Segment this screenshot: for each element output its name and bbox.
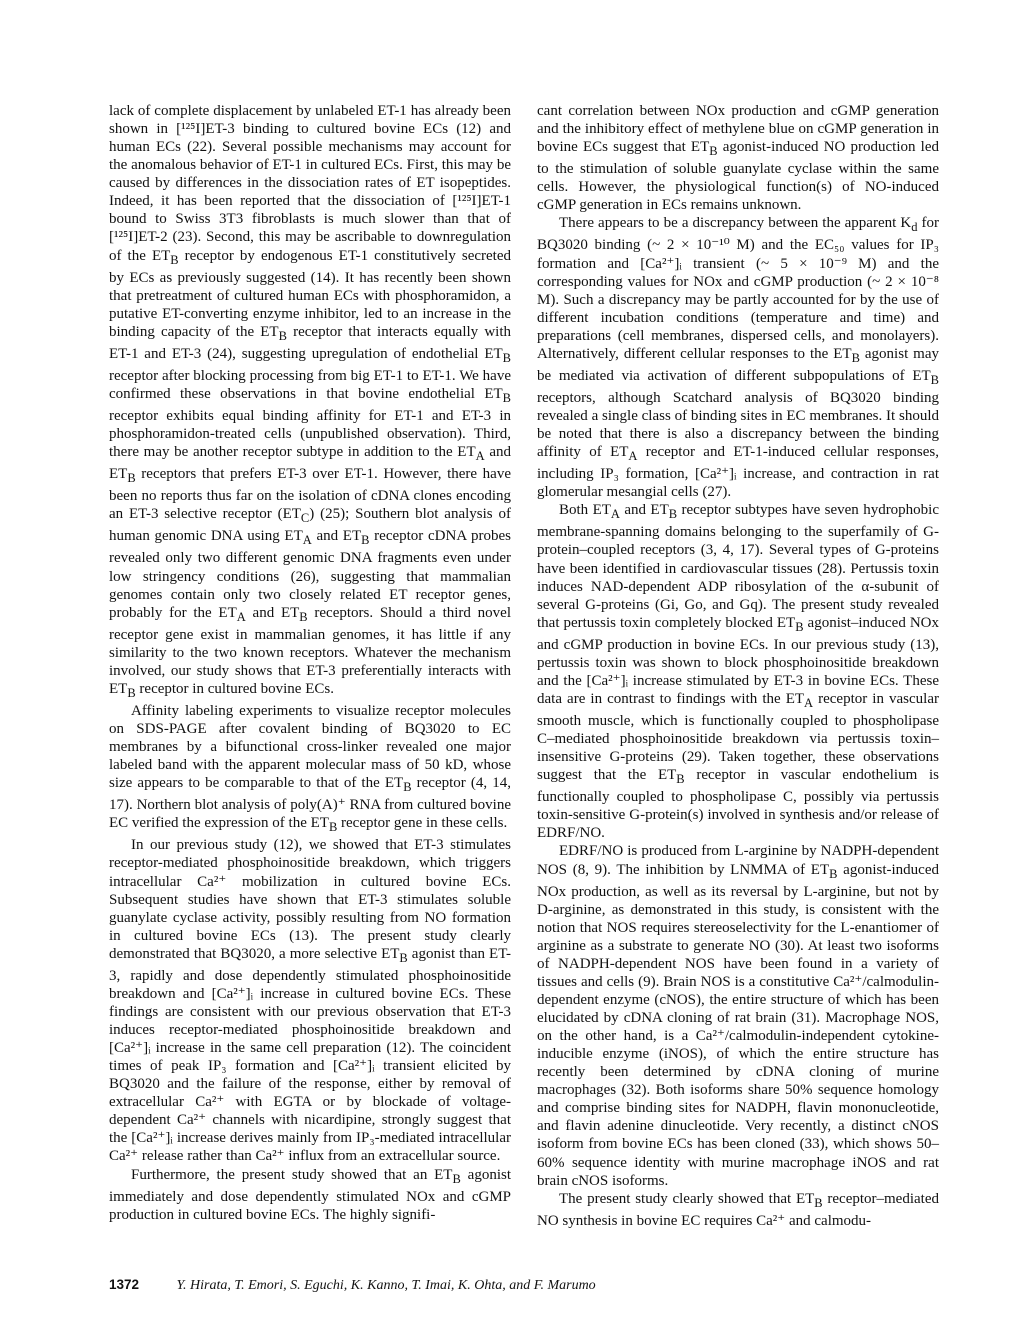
subscript: A (804, 695, 814, 710)
subscript: A (475, 449, 485, 464)
subscript: B (403, 780, 412, 795)
left-column (109, 102, 511, 1224)
subscript: C (300, 511, 310, 526)
page-footer (109, 1276, 949, 1295)
paragraph: The present study clearly showed that $ET_B$ receptor–mediated NO synthesis in bovine EC requires Ca²⁺ and calmodu- (537, 1190, 939, 1229)
subscript: B (814, 1195, 823, 1210)
subscript: B (452, 1171, 461, 1186)
subscript: B (127, 471, 136, 486)
subscript: B (278, 328, 287, 343)
subscript: A (628, 449, 638, 464)
subscript: B (930, 372, 939, 387)
running-authors: Y. Hirata, T. Emori, S. Eguchi, K. Kanno, T. Imai, K. Ohta, and F. Marumo (176, 1278, 596, 1293)
page-number: 1372 (109, 1277, 140, 1292)
subscript: B (170, 252, 179, 267)
subscript: B (502, 350, 511, 365)
subscript: A (236, 609, 246, 624)
subscript: B (676, 772, 685, 787)
subscript: B (709, 144, 718, 159)
subscript: B (399, 950, 408, 965)
subscript: B (361, 533, 370, 548)
subscript: A (610, 507, 620, 522)
subscript: B (127, 685, 136, 700)
paragraph: In our previous study (12), we showed that ET-3 stimulates receptor-mediated phosphoinositide breakdown, which triggers intracellular Ca²⁺ mobilization in cultured bovine ECs. Subsequent studies have shown that ET-3 stimulates soluble guanylate cyclase activity, possibly resulting from NO formation in cultured bovine ECs (13). The present study clearly demonstrated that BQ3020, a more selective $ET_B$ agonist than ET-3, rapidly and dose dependently stimulated phosphoinositide breakdown and [Ca²⁺]ᵢ increase in cultured bovine ECs. These findings are consistent with our previous observation that ET-3 induces receptor-mediated phosphoinositide breakdown and [Ca²⁺]ᵢ increase in the same cell preparation (12). The coincident times of peak IP₃ formation and [Ca²⁺]ᵢ transient elicited by BQ3020 and the failure of the response, either by removal of extracellular Ca²⁺ with EGTA or by blockade of voltage-dependent Ca²⁺ channels with nicardipine, strongly suggest that the [Ca²⁺]ᵢ increase derives mainly from IP₃-mediated intracellular Ca²⁺ release rather than Ca²⁺ influx from an extracellular source. (109, 837, 511, 1165)
subscript: B (795, 619, 804, 634)
subscript: B (502, 390, 511, 405)
subscript: B (328, 820, 338, 835)
subscript: B (851, 350, 860, 365)
subscript: A (302, 533, 312, 548)
paragraph: There appears to be a discrepancy between the apparent $K_d$ for BQ3020 binding (~ 2 × 10⁻¹⁰ M) and the EC₅₀ values for IP₃ formation and [Ca²⁺]ᵢ transient (~ 5 × 10⁻⁹ M) and the corresponding values for NOx and cGMP production (~ 2 × 10⁻⁸ M). Such a discrepancy may be partly accounted for by the use of different incubation conditions (temperature and time) and preparations (cell membranes, dispersed cells, and monolayers). Alternatively, different cellular responses to the $ET_B$ agonist may be mediated via activation of different subpopulations of $ET_B$ receptors, although Scatchard analysis of BQ3020 binding revealed a single class of binding sites in EC membranes. It should be noted that there is also a discrepancy between the binding affinity of $ET_A$ receptor and ET-1-induced cellular responses, including IP₃ formation, [Ca²⁺]ᵢ increase, and contraction in rat glomerular mesangial cells (27). (537, 215, 940, 501)
subscript: d (911, 220, 918, 235)
subscript: B (668, 507, 678, 522)
paragraph: Affinity labeling experiments to visualize receptor molecules on SDS-PAGE after covalent binding of BQ3020 to EC membranes by a bifunctional cross-linker revealed one major labeled band with the apparent molecular mass of 50 kD, whose size appears to be comparable to that of the $ET_B$ receptor (4, 14, 17). Northern blot analysis of poly(A)⁺ RNA from cultured bovine EC verified the expression of the $ET_B$ receptor gene in these cells. (109, 702, 511, 835)
paragraph: cant correlation between NOx production and cGMP generation and the inhibitory effect of methylene blue on cGMP generation in bovine ECs suggest that $ET_B$ agonist-induced NO production led to the stimulation of soluble guanylate cyclase within the same cells. However, the physiological function(s) of NO-induced cGMP generation in ECs remains unknown. (537, 103, 939, 214)
paragraph: Furthermore, the present study showed that an $ET_B$ agonist immediately and dose dependently stimulated NOx and cGMP production in cultured bovine ECs. The highly signifi- (109, 1166, 511, 1223)
paragraph: lack of complete displacement by unlabeled ET-1 has already been shown in [¹²⁵I]ET-3 binding to cultured bovine ECs (12) and human ECs (22). Several possible mechanisms may account for the anomalous behavior of ET-1 in cultured ECs. First, this may be caused by differences in the dissociation rates of ET isopeptides. Indeed, it has been reported that the dissociation of [¹²⁵I]ET-1 bound to Swiss 3T3 fibroblasts is much slower than that of [¹²⁵I]ET-2 (23). Second, this may be ascribable to downregulation of the $ET_B$ receptor by endogenous ET-1 constitutively secreted by ECs as previously suggested (14). It has recently been shown that pretreatment of cultured human ECs with phosphoramidon, a putative ET-converting enzyme inhibitor, led to an increase in the binding capacity of the $ET_B$ receptor that interacts equally with ET-1 and ET-3 (24), suggesting upregulation of endothelial $ET_B$ receptor after blocking processing from big ET-1 to ET-1. We have confirmed these observations in that bovine endothelial $ET_B$ receptor exhibits equal binding affinity for ET-1 and ET-3 in phosphoramidon-treated cells (unpublished observation). Third, there may be another receptor subtype in addition to the $ET_A$ and $ET_B$ receptors that prefers ET-3 over ET-1. However, there have been no reports thus far on the isolation of cDNA clones encoding an ET-3 selective receptor $(ET_C)$ (25); Southern blot analysis of human genomic DNA using $ET_A$ and $ET_B$ receptor cDNA probes revealed only two different genomic DNA fragments even under low stringency conditions (26), suggesting that mammalian genomes contain only two closely related ET receptor genes, probably for the $ET_A$ and $ET_B$ receptors. Should a third novel receptor gene exist in mammalian genomes, it has little if any similarity to the two known receptors. Whatever the mechanism involved, our study shows that ET-3 preferentially interacts with $ET_B$ receptor in cultured bovine ECs. (109, 103, 512, 700)
subscript: B (299, 609, 308, 624)
subscript: B (829, 866, 838, 881)
paragraph: Both $ET_A$ and $ET_B$ receptor subtypes have seven hydrophobic membrane-spanning domains belonging to the superfamily of G-protein–coupled receptors (3, 4, 17). Several types of G-proteins have been identified in cardiovascular tissues (28). Pertussis toxin induces NAD-dependent ADP ribosylation of the α-subunit of several G-proteins (Gi, Go, and Gq). The present study revealed that pertussis toxin completely blocked $ET_B$ agonist–induced NOx and cGMP production in bovine ECs. In our previous study (13), pertussis toxin was shown to block phosphoinositide breakdown and the [Ca²⁺]ᵢ increase stimulated by ET-3 in bovine ECs. These data are in contrast to findings with the $ET_A$ receptor in vascular smooth muscle, which is functionally coupled to phospholipase C–mediated phosphoinositide breakdown via pertussis toxin–insensitive G-proteins (29). Taken together, these observations suggest that the $ET_B$ receptor in vascular endothelium is functionally coupled to phospholipase C, possibly via pertussis toxin-sensitive G-protein(s) involved in synthesis and/or release of EDRF/NO. (537, 502, 940, 842)
paragraph: EDRF/NO is produced from L-arginine by NADPH-dependent NOS (8, 9). The inhibition by LNMMA of $ET_B$ agonist-induced NOx production, as well as its reversal by L-arginine, but not by D-arginine, as demonstrated in this study, is consistent with the notion that NOS requires stereoselectivity for the L-enantiomer of arginine as a substrate to generate NO (30). At least two isoforms of NADPH-dependent NOS have been found in a variety of tissues and cells (9). Brain NOS is a constitutive Ca²⁺/calmodulin-dependent enzyme (cNOS), the entire structure of which has been elucidated by cDNA cloning of rat brain (31). Macrophage NOS, on the other hand, is a Ca²⁺/calmodulin-independent cytokine-inducible enzyme (iNOS), of which the entire structure has recently been determined by cDNA cloning of murine macrophages (32). Both isoforms share 50% sequence homology and comprise binding sites for NADPH, flavin mononucleotide, and flavin adenine dinucleotide. Very recently, a distinct cNOS isoform from bovine ECs has been cloned (33), which shows 50–60% sequence identity with murine macrophage iNOS and rat brain cNOS isoforms. (537, 843, 939, 1189)
right-column (537, 102, 939, 1230)
